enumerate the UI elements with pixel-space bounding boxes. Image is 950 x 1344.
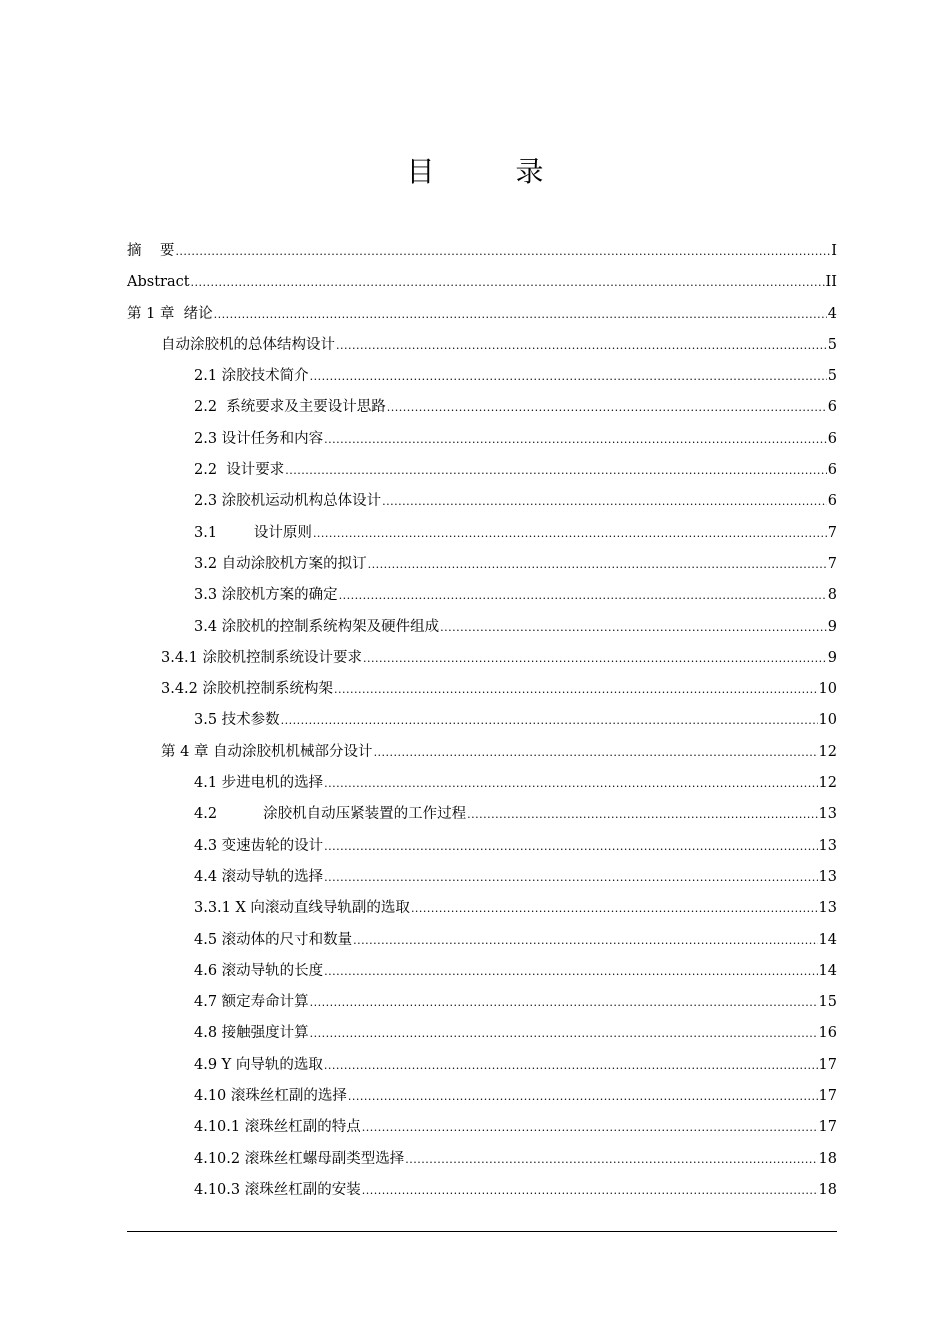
- dot-leader: [348, 1081, 818, 1112]
- toc-entry-title: 摘 要: [127, 243, 175, 259]
- toc-entry[interactable]: [127, 392, 837, 423]
- toc-entry-title: 3.3.1 X 向滚动直线导轨副的选取: [194, 900, 410, 917]
- footer-rule: [127, 1231, 837, 1232]
- dot-leader: [362, 1112, 818, 1143]
- toc-entry-page-number: I: [831, 243, 837, 259]
- toc-entry[interactable]: [127, 956, 837, 987]
- dot-leader: [324, 1050, 818, 1081]
- toc-entry-page-number: 13: [818, 868, 837, 885]
- toc-entry-page-number: 8: [827, 587, 837, 604]
- toc-entry[interactable]: [127, 1081, 837, 1112]
- dot-leader: [324, 424, 827, 455]
- toc-entry-title: 3.5 技术参数: [194, 712, 280, 729]
- toc-entry-page-number: 12: [818, 743, 837, 760]
- toc-entry[interactable]: [127, 236, 837, 267]
- dot-leader: [324, 768, 817, 799]
- toc-entry-page-number: 9: [827, 618, 837, 635]
- toc-entry-title: 4.10.3 滚珠丝杠副的安装: [194, 1181, 361, 1198]
- dot-leader: [324, 862, 817, 893]
- toc-entry-title: 4.2 涂胶机自动压紧装置的工作过程: [194, 806, 467, 823]
- page-title: 目 录: [406, 155, 580, 188]
- toc-entry-title: 2.3 设计任务和内容: [194, 430, 324, 447]
- toc-entry-title: 3.2 自动涂胶机方案的拟订: [194, 555, 367, 572]
- toc-entry-title: 4.6 滚动导轨的长度: [194, 962, 324, 979]
- toc-entry-title: Abstract: [127, 274, 190, 291]
- toc-entry-page-number: 5: [827, 336, 837, 353]
- toc-entry-title: 4.10.1 滚珠丝杠副的特点: [194, 1119, 361, 1136]
- toc-entry-page-number: 14: [818, 962, 837, 979]
- toc-entry[interactable]: [127, 612, 837, 643]
- toc-entry[interactable]: [127, 925, 837, 956]
- toc-entry[interactable]: [127, 705, 837, 736]
- toc-entry[interactable]: [127, 267, 837, 298]
- toc-entry-title: 4.8 接触强度计算: [194, 1025, 309, 1042]
- toc-entry-page-number: 5: [827, 368, 837, 385]
- dot-leader: [411, 893, 818, 924]
- toc-entry[interactable]: [127, 799, 837, 830]
- toc-entry-page-number: 18: [818, 1150, 837, 1167]
- toc-entry-page-number: 14: [818, 931, 837, 948]
- toc-entry[interactable]: [127, 987, 837, 1018]
- dot-leader: [440, 612, 827, 643]
- toc-entry-title: 2.3 涂胶机运动机构总体设计: [194, 493, 382, 510]
- dot-leader: [363, 643, 827, 674]
- toc-entry[interactable]: [127, 1050, 837, 1081]
- toc-entry[interactable]: [127, 1112, 837, 1143]
- toc-entry[interactable]: [127, 361, 837, 392]
- dot-leader: [313, 518, 827, 549]
- toc-entry-page-number: 10: [818, 681, 837, 698]
- dot-leader: [324, 956, 817, 987]
- dot-leader: [353, 925, 817, 956]
- toc-entry[interactable]: [127, 737, 837, 768]
- toc-entry-title: 4.4 滚动导轨的选择: [194, 868, 324, 885]
- dot-leader: [310, 1018, 818, 1049]
- dot-leader: [382, 486, 827, 517]
- toc-entry[interactable]: [127, 1144, 837, 1175]
- toc-entry[interactable]: [127, 330, 837, 361]
- dot-leader: [310, 361, 827, 392]
- toc-entry-page-number: 13: [818, 900, 837, 917]
- dot-leader: [405, 1144, 817, 1175]
- toc-entry-page-number: 4: [827, 305, 837, 322]
- dot-leader: [467, 799, 817, 830]
- toc-entry[interactable]: [127, 580, 837, 611]
- dot-leader: [374, 737, 818, 768]
- toc-entry-title: 2.2 设计要求: [194, 462, 285, 479]
- dot-leader: [310, 987, 818, 1018]
- toc-entry-page-number: 16: [818, 1025, 837, 1042]
- dot-leader: [175, 236, 830, 267]
- toc-entry[interactable]: [127, 862, 837, 893]
- table-of-contents: [127, 236, 837, 1206]
- toc-entry-page-number: 17: [818, 1088, 837, 1105]
- dot-leader: [324, 831, 817, 862]
- toc-entry[interactable]: [127, 768, 837, 799]
- toc-entry-page-number: 18: [818, 1181, 837, 1198]
- dot-leader: [362, 1175, 818, 1206]
- toc-entry-page-number: 13: [818, 806, 837, 823]
- toc-entry-title: 4.5 滚动体的尺寸和数量: [194, 931, 353, 948]
- toc-entry-title: 4.9 Y 向导轨的选取: [194, 1056, 323, 1073]
- toc-entry[interactable]: [127, 486, 837, 517]
- dot-leader: [285, 455, 826, 486]
- toc-entry-page-number: 17: [818, 1056, 837, 1073]
- toc-entry-title: 3.3 涂胶机方案的确定: [194, 587, 338, 604]
- toc-entry-page-number: 6: [827, 399, 837, 416]
- dot-leader: [281, 705, 818, 736]
- toc-entry[interactable]: [127, 455, 837, 486]
- toc-entry-title: 4.7 额定寿命计算: [194, 994, 309, 1011]
- dot-leader: [368, 549, 827, 580]
- dot-leader: [191, 267, 825, 298]
- toc-entry-title: 3.4 涂胶机的控制系统构架及硬件组成: [194, 618, 440, 635]
- dot-leader: [214, 299, 827, 330]
- toc-entry-title: 4.1 步进电机的选择: [194, 775, 324, 792]
- toc-entry-title: 4.10 滚珠丝杠副的选择: [194, 1088, 347, 1105]
- toc-entry-title: 2.1 涂胶技术简介: [194, 368, 309, 385]
- toc-entry[interactable]: [127, 831, 837, 862]
- toc-entry-page-number: II: [825, 274, 837, 291]
- toc-entry[interactable]: [127, 549, 837, 580]
- toc-entry[interactable]: [127, 299, 837, 330]
- toc-entry-page-number: 7: [827, 555, 837, 572]
- toc-entry-title: 2.2 系统要求及主要设计思路: [194, 399, 386, 416]
- toc-entry[interactable]: [127, 1018, 837, 1049]
- toc-entry[interactable]: [127, 1175, 837, 1206]
- toc-entry[interactable]: [127, 518, 837, 549]
- toc-entry-page-number: 12: [818, 775, 837, 792]
- dot-leader: [387, 392, 827, 423]
- dot-leader: [336, 330, 827, 361]
- toc-entry-page-number: 13: [818, 837, 837, 854]
- toc-entry-title: 自动涂胶机的总体结构设计: [161, 336, 335, 353]
- toc-entry[interactable]: [127, 674, 837, 705]
- toc-entry-title: 3.4.2 涂胶机控制系统构架: [161, 681, 334, 698]
- dot-leader: [339, 580, 827, 611]
- toc-entry-page-number: 15: [818, 994, 837, 1011]
- toc-entry-page-number: 9: [827, 649, 837, 666]
- toc-entry-page-number: 6: [827, 493, 837, 510]
- toc-entry[interactable]: [127, 424, 837, 455]
- toc-entry[interactable]: [127, 643, 837, 674]
- toc-entry-page-number: 10: [818, 712, 837, 729]
- toc-entry-page-number: 6: [827, 430, 837, 447]
- toc-entry[interactable]: [127, 893, 837, 924]
- toc-entry-page-number: 17: [818, 1119, 837, 1136]
- dot-leader: [334, 674, 818, 705]
- toc-entry-page-number: 7: [827, 524, 837, 541]
- toc-entry-page-number: 6: [827, 462, 837, 479]
- toc-entry-title: 4.10.2 滚珠丝杠螺母副类型选择: [194, 1150, 405, 1167]
- toc-entry-title: 3.4.1 涂胶机控制系统设计要求: [161, 649, 363, 666]
- toc-entry-title: 4.3 变速齿轮的设计: [194, 837, 324, 854]
- toc-entry-title: 3.1 设计原则: [194, 524, 312, 541]
- toc-entry-title: 第 1 章 绪论: [127, 305, 213, 322]
- toc-entry-title: 第 4 章 自动涂胶机机械部分设计: [161, 743, 373, 760]
